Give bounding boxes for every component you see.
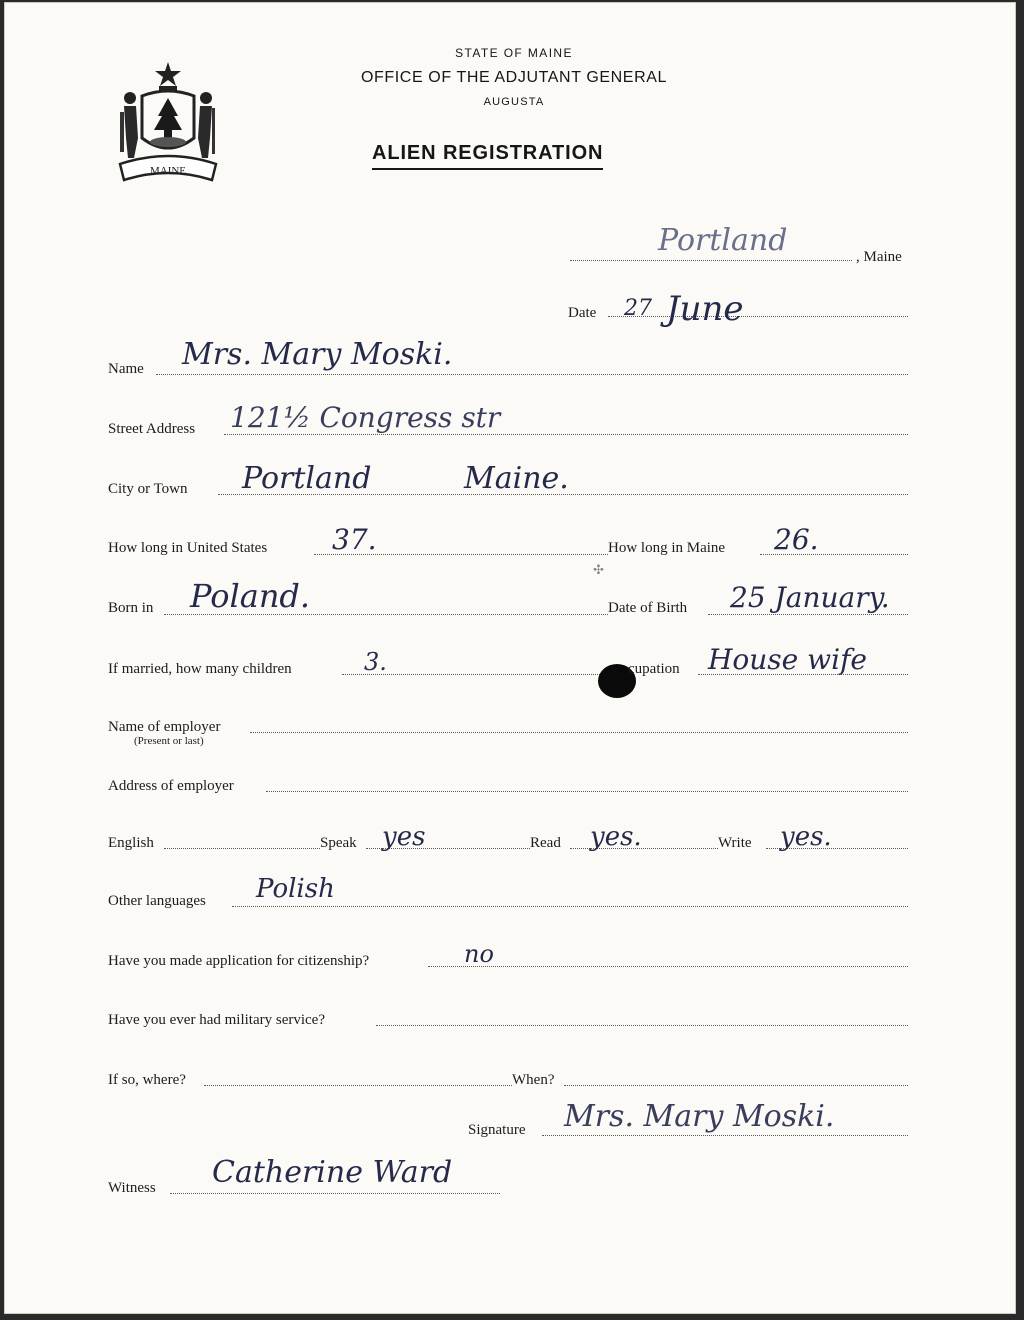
signature-value: Mrs. Mary Moski.: [564, 1099, 835, 1134]
city-label: City or Town: [108, 481, 188, 497]
witness-label: Witness: [108, 1180, 156, 1196]
read-value: yes.: [590, 822, 642, 852]
city-heading: AUGUSTA: [483, 96, 545, 108]
name-line: [156, 374, 908, 375]
dob-value: 25 January.: [730, 581, 890, 614]
born-label: Born in: [108, 600, 154, 616]
employer-label: Name of employer: [108, 719, 221, 735]
dob-line: [708, 614, 908, 615]
name-label: Name: [108, 361, 144, 377]
children-label: If married, how many children: [108, 661, 292, 677]
read-label: Read: [530, 835, 561, 851]
speak-label: Speak: [320, 835, 357, 851]
us-years-value: 37.: [332, 523, 377, 556]
when-label: When?: [512, 1072, 555, 1088]
city-value: Portland: [242, 461, 372, 496]
maine-seal-icon: [112, 58, 224, 186]
employer-line: [250, 732, 908, 733]
maine-years-label: How long in Maine: [608, 540, 726, 556]
military-label: Have you ever had military service?: [108, 1012, 325, 1028]
write-label: Write: [718, 835, 752, 851]
other-languages-line: [232, 906, 908, 907]
office-heading: OFFICE OF THE ADJUTANT GENERAL: [360, 69, 668, 86]
ink-smudge: ✣: [593, 562, 604, 577]
street-line: [224, 434, 908, 435]
military-line: [376, 1025, 908, 1026]
english-line: [164, 848, 320, 849]
where-label: If so, where?: [108, 1072, 186, 1088]
occupation-value: House wife: [708, 643, 868, 676]
town-value: Portland: [658, 223, 788, 258]
date-label: Date: [568, 305, 597, 321]
write-value: yes.: [780, 822, 832, 852]
employer-address-line: [266, 791, 908, 792]
employer-address-label: Address of employer: [108, 778, 234, 794]
date-line: [608, 316, 908, 317]
other-languages-label: Other languages: [108, 893, 206, 909]
street-value: 121½ Congress str: [230, 401, 501, 434]
occupation-label: cupation: [628, 661, 680, 677]
state-heading: STATE OF MAINE: [455, 46, 573, 60]
born-value: Poland.: [190, 577, 311, 615]
form-title: ALIEN REGISTRATION: [372, 142, 603, 170]
date-day-value: 27: [624, 296, 652, 321]
where-line: [204, 1085, 512, 1086]
english-label: English: [108, 835, 154, 851]
signature-line: [542, 1135, 908, 1136]
citizenship-value: no: [464, 940, 494, 968]
dob-label: Date of Birth: [608, 600, 688, 616]
witness-line: [170, 1193, 500, 1194]
citizenship-label: Have you made application for citizenship?: [108, 953, 370, 969]
state-value: Maine.: [464, 461, 569, 496]
town-line: [570, 260, 852, 261]
street-label: Street Address: [108, 421, 196, 437]
signature-label: Signature: [468, 1122, 526, 1138]
when-line: [564, 1085, 908, 1086]
children-value: 3.: [364, 648, 387, 676]
maine-label: , Maine: [856, 249, 902, 265]
other-languages-value: Polish: [256, 874, 335, 904]
maine-years-value: 26.: [774, 523, 819, 556]
citizenship-line: [428, 966, 908, 967]
seal-scroll-text: MAINE: [149, 165, 187, 177]
name-value: Mrs. Mary Moski.: [182, 337, 453, 372]
registration-form: [4, 2, 1016, 1314]
date-month-value: June: [666, 289, 744, 329]
employer-sublabel: (Present or last): [134, 735, 204, 747]
speak-value: yes: [382, 822, 426, 852]
witness-value: Catherine Ward: [212, 1155, 453, 1190]
us-years-label: How long in United States: [108, 540, 268, 556]
